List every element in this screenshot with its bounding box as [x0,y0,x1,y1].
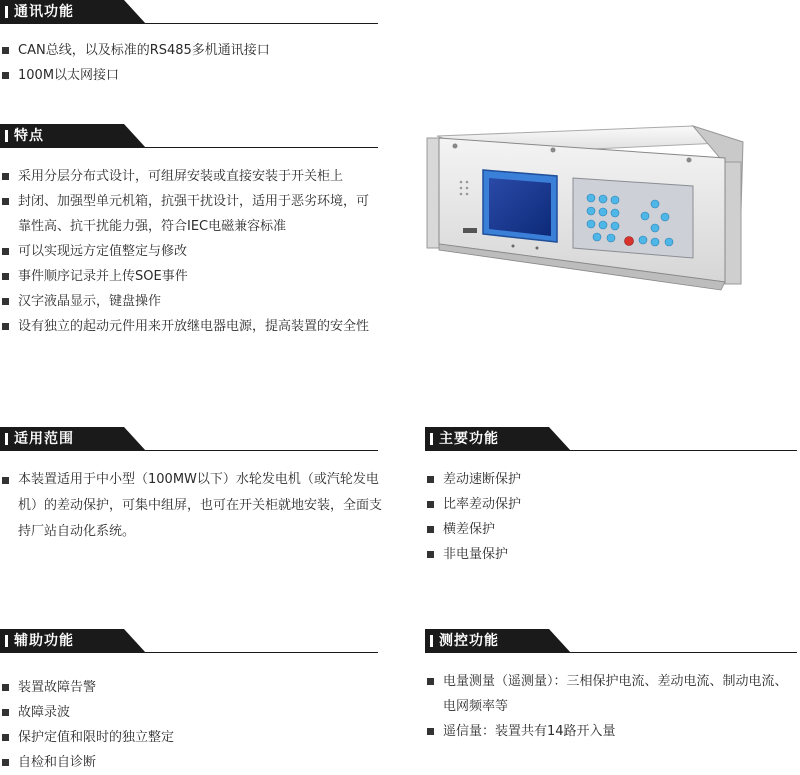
list-item: 横差保护 [425,517,800,542]
comm-rule [0,23,378,24]
list-item: 可以实现远方定值整定与修改 [0,239,372,264]
features-list [0,164,372,339]
features-rule [0,147,378,148]
measure-header [425,629,800,653]
list-item: 设有独立的起动元件用来开放继电器电源，提高装置的安全性 [0,314,372,339]
scope-text: 本装置适用于中小型（100MW以下）水轮发电机（或汽轮发电机）的差动保护，可集中组屏，也可在开关柜就地安装，全面支持厂站自动化系统。 [0,467,386,545]
comm-title: 通讯功能 [0,0,124,24]
aux-section [0,629,385,775]
list-item: 装置故障告警 [0,675,385,700]
list-item: 汉字液晶显示，键盘操作 [0,289,372,314]
comm-header [0,0,380,24]
main-section [425,427,800,567]
main-header [425,427,800,451]
comm-section [0,0,380,88]
list-item: 故障录波 [0,700,385,725]
main-list [425,467,800,567]
list-item: 采用分层分布式设计，可组屏安装或直接安装于开关柜上 [0,164,372,189]
features-section [0,124,385,339]
measure-rule [425,652,797,653]
aux-list [0,675,385,775]
scope-title: 适用范围 [0,427,124,451]
list-item: 遥信量：装置共有14路开入量 [425,719,797,744]
list-item: 自检和自诊断 [0,750,385,775]
list-item: 事件顺序记录并上传SOE事件 [0,264,372,289]
scope-header [0,427,385,451]
measure-title: 测控功能 [425,629,549,653]
aux-header [0,629,385,653]
list-item: CAN总线，以及标准的RS485多机通讯接口 [0,38,380,63]
measure-list [425,669,797,744]
scope-section [0,427,385,545]
list-item: 保护定值和限时的独立整定 [0,725,385,750]
features-header [0,124,385,148]
measure-section [425,629,800,744]
list-item: 100M以太网接口 [0,63,380,88]
relay-device-image [425,124,755,299]
features-title: 特点 [0,124,124,148]
aux-rule [0,652,378,653]
main-title: 主要功能 [425,427,549,451]
list-item: 非电量保护 [425,542,800,567]
scope-rule [0,450,378,451]
list-item: 差动速断保护 [425,467,800,492]
comm-list [0,38,380,88]
list-item: 封闭、加强型单元机箱，抗强干扰设计，适用于恶劣环境，可靠性高、抗干扰能力强，符合IEC电磁兼容标准 [0,189,372,239]
aux-title: 辅助功能 [0,629,124,653]
main-rule [425,450,797,451]
list-item: 电量测量（遥测量）：三相保护电流、差动电流、制动电流、电网频率等 [425,669,797,719]
list-item: 比率差动保护 [425,492,800,517]
